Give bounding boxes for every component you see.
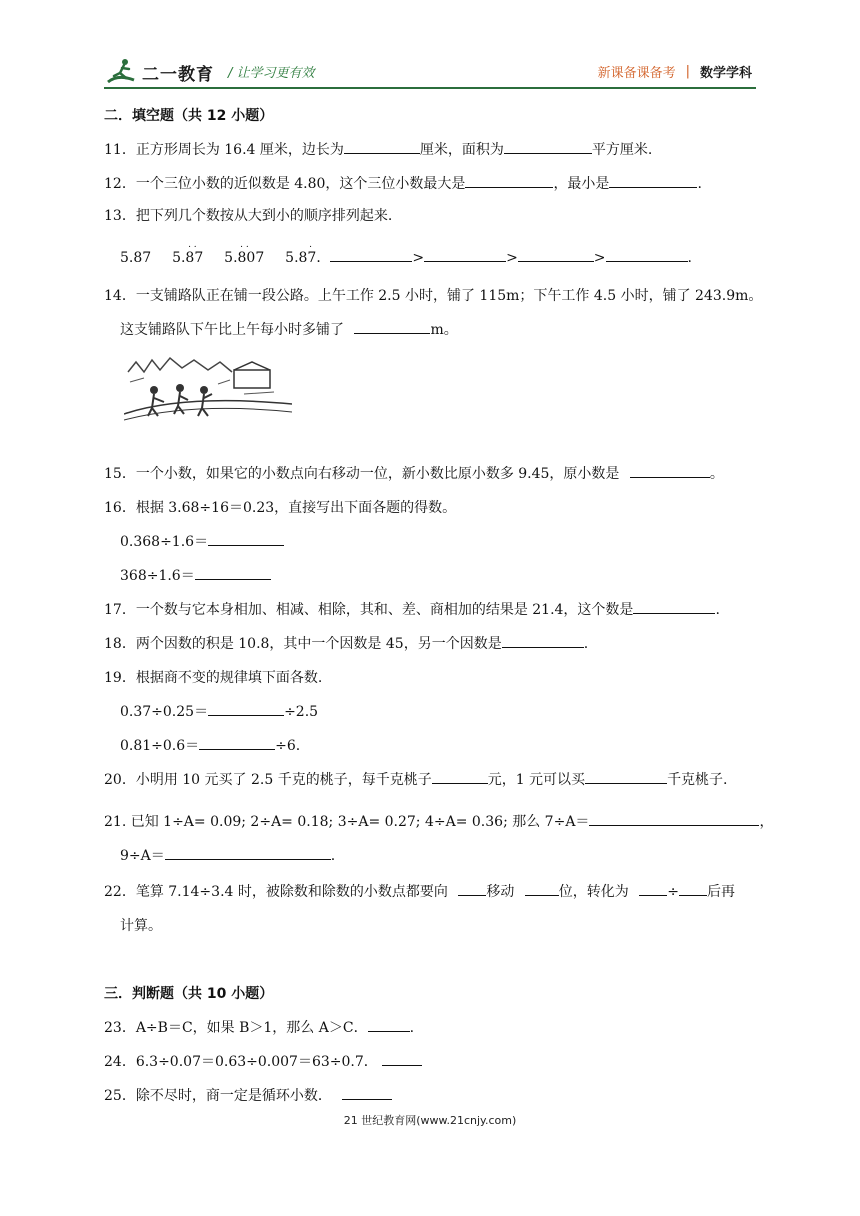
- runner-logo-icon: [104, 56, 140, 88]
- answer-blank[interactable]: [432, 770, 488, 784]
- answer-blank[interactable]: [589, 812, 759, 826]
- question-22: 22．笔算 7.14÷3.4 时，被除数和除数的小数点都要向 移动 位，转化为 ÷ 后再: [104, 884, 735, 900]
- question-18: 18．两个因数的积是 10.8，其中一个因数是 45，另一个因数是 .: [104, 636, 589, 652]
- question-13-numbers: 5.87 5.87 . . 5.807 . . 5.87 . ． > > > .: [120, 240, 692, 266]
- question-19: 19．根据商不变的规律填下面各数.: [104, 670, 323, 686]
- answer-blank[interactable]: [424, 248, 506, 262]
- answer-blank[interactable]: [606, 248, 688, 262]
- answer-blank[interactable]: [199, 736, 275, 750]
- answer-blank[interactable]: [382, 1052, 422, 1066]
- answer-blank[interactable]: [208, 532, 284, 546]
- answer-blank[interactable]: [630, 464, 710, 478]
- answer-blank[interactable]: [525, 882, 559, 896]
- header-subject-label: 数学学科: [699, 66, 752, 81]
- answer-blank[interactable]: [368, 1018, 410, 1032]
- question-16: 16．根据 3.68÷16＝0.23，直接写出下面各题的得数。: [104, 500, 457, 516]
- logo: [104, 56, 214, 88]
- answer-blank[interactable]: [342, 1086, 392, 1100]
- answer-blank[interactable]: [585, 770, 667, 784]
- header-course-label: 新课备课备考: [597, 66, 676, 81]
- question-19-line1: 0.37÷0.25＝ ÷2.5: [120, 704, 319, 720]
- answer-blank[interactable]: [609, 174, 697, 188]
- repeat-dot: .: [309, 240, 313, 250]
- page-footer: 21 世纪教育网(www.21cnjy.com): [343, 1114, 517, 1127]
- answer-blank[interactable]: [633, 600, 715, 614]
- answer-blank[interactable]: [458, 882, 486, 896]
- question-17: 17．一个数与它本身相加、相减、相除，其和、差、商相加的结果是 21.4，这个数是 .: [104, 602, 720, 618]
- answer-blank[interactable]: [679, 882, 707, 896]
- question-16-line2: 368÷1.6＝: [120, 566, 271, 586]
- question-24: 24．6.3÷0.07＝0.63÷0.007＝63÷0.7．: [104, 1052, 422, 1072]
- repeat-dot: . .: [188, 240, 197, 250]
- header-separator: |: [685, 64, 690, 79]
- repeat-dot: . .: [240, 240, 249, 250]
- question-13: 13．把下列几个数按从大到小的顺序排列起来.: [104, 208, 393, 224]
- question-15: 15．一个小数，如果它的小数点向右移动一位，新小数比原小数多 9.45，原小数是 。: [104, 466, 724, 482]
- question-12: 12．一个三位小数的近似数是 4.80，这个三位小数最大是 ，最小是 .: [104, 176, 702, 192]
- section-fill-title: 二．填空题（共 12 小题）: [104, 108, 274, 124]
- question-25: 25．除不尽时，商一定是循环小数．: [104, 1086, 392, 1106]
- answer-blank[interactable]: [504, 140, 592, 154]
- answer-blank[interactable]: [518, 248, 594, 262]
- answer-blank[interactable]: [344, 140, 420, 154]
- road-workers-illustration: [124, 354, 292, 424]
- question-22-line2: 计算。: [120, 918, 162, 934]
- answer-blank[interactable]: [195, 566, 271, 580]
- question-19-line2: 0.81÷0.6＝ ÷6.: [120, 738, 301, 754]
- question-21-line2: 9÷A＝ .: [120, 848, 336, 864]
- header-divider: [104, 87, 756, 89]
- section-judge-title: 三．判断题（共 10 小题）: [104, 986, 274, 1002]
- answer-blank[interactable]: [330, 248, 412, 262]
- answer-blank[interactable]: [208, 702, 284, 716]
- answer-blank[interactable]: [465, 174, 553, 188]
- answer-blank[interactable]: [354, 320, 430, 334]
- slogan: / 让学习更有效: [228, 66, 315, 81]
- question-11: 11．正方形周长为 16.4 厘米，边长为 厘米，面积为 平方厘米.: [104, 142, 653, 158]
- logo-text: 二一教育: [142, 64, 214, 85]
- page-header: [0, 0, 860, 100]
- answer-blank[interactable]: [502, 634, 584, 648]
- answer-blank[interactable]: [639, 882, 667, 896]
- question-14-ask: 这支铺路队下午比上午每小时多铺了 m。: [120, 322, 458, 338]
- question-16-line1: 0.368÷1.6＝: [120, 532, 284, 552]
- question-21: 21. 已知 1÷A= 0.09; 2÷A= 0.18; 3÷A= 0.27; 4÷A= 0.36; 那么 7÷A＝ ，: [104, 814, 774, 830]
- question-14: 14．一支铺路队正在铺一段公路。上午工作 2.5 小时，铺了 115m；下午工作 4.5 小时，铺了 243.9m。: [104, 288, 763, 304]
- answer-blank[interactable]: [165, 846, 331, 860]
- question-23: 23．A÷B＝C，如果 B＞1，那么 A＞C． .: [104, 1020, 415, 1036]
- question-20: 20．小明用 10 元买了 2.5 千克的桃子，每千克桃子 元，1 元可以买 千克桃子.: [104, 772, 728, 788]
- header-right: [598, 62, 752, 81]
